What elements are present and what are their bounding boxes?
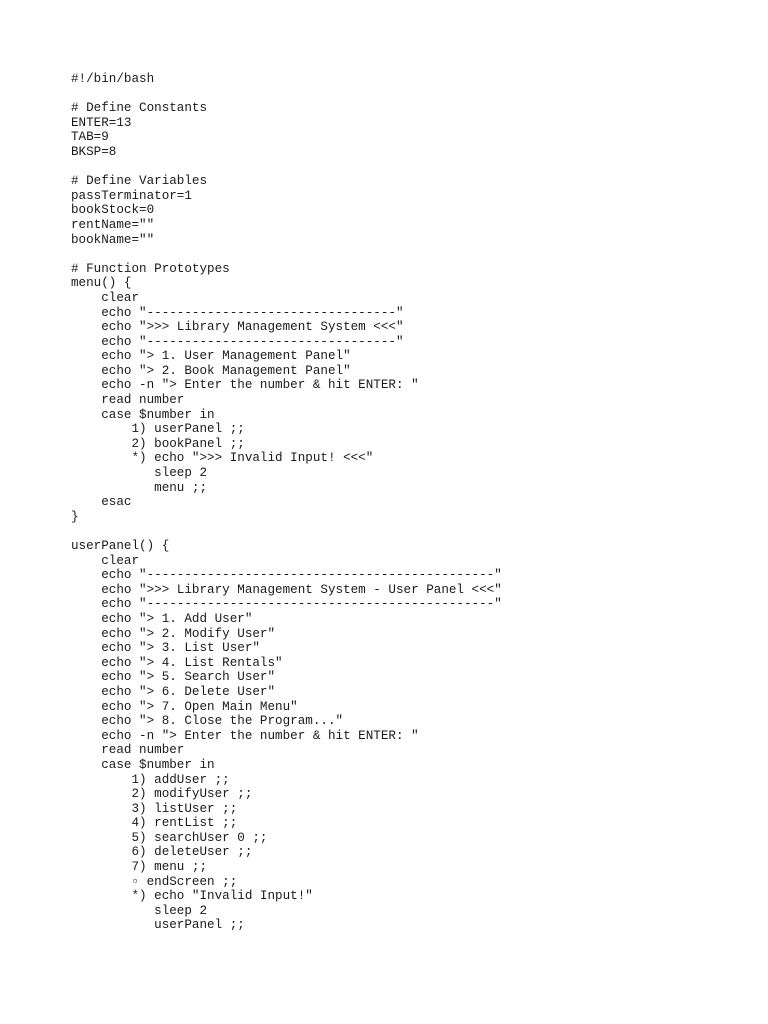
code-line: passTerminator=1 <box>71 188 192 203</box>
code-line: echo "> 3. List User" <box>71 641 260 656</box>
code-line: echo ">>> Library Management System - User Panel <<<" <box>71 582 502 597</box>
code-line: bookStock=0 <box>71 203 155 218</box>
code-line: BKSP=8 <box>71 144 117 159</box>
code-line: echo "> 2. Book Management Panel" <box>71 363 351 378</box>
code-line: 2) modifyUser ;; <box>71 787 253 802</box>
code-line: echo "> 4. List Rentals" <box>71 655 283 670</box>
code-line: echo -n "> Enter the number & hit ENTER: " <box>71 728 419 743</box>
code-line: case $number in <box>71 757 215 772</box>
code-line: echo "> 1. Add User" <box>71 611 253 626</box>
code-line: 2) bookPanel ;; <box>71 436 245 451</box>
code-line: #!/bin/bash <box>71 72 155 86</box>
code-line: menu() { <box>71 276 132 291</box>
code-line: rentName="" <box>71 217 155 232</box>
code-line <box>71 247 502 262</box>
code-line: esac <box>71 495 132 510</box>
code-line: clear <box>71 553 140 568</box>
code-line: *) echo ">>> Invalid Input! <<<" <box>71 451 374 466</box>
code-line: menu ;; <box>71 480 208 495</box>
code-line: userPanel() { <box>71 539 170 553</box>
code-line: sleep 2 <box>71 903 208 918</box>
code-line: 1) userPanel ;; <box>71 422 245 437</box>
code-line: case $number in <box>71 407 215 422</box>
code-line: bookName="" <box>71 232 155 247</box>
code-line: 7) menu ;; <box>71 860 208 875</box>
code-line: ▫ endScreen ;; <box>71 874 238 889</box>
code-line <box>71 87 502 102</box>
code-line: echo "> 1. User Management Panel" <box>71 349 351 364</box>
code-line: # Define Variables <box>71 174 208 189</box>
code-line: echo "---------------------------------" <box>71 305 404 320</box>
code-line: } <box>71 509 79 524</box>
code-line: clear <box>71 290 140 305</box>
code-line: echo ">>> Library Management System <<<" <box>71 320 404 335</box>
code-line: # Define Constants <box>71 101 208 116</box>
code-line: echo "----------------------------------------------" <box>71 597 502 612</box>
code-line: echo "----------------------------------------------" <box>71 568 502 583</box>
code-line: echo -n "> Enter the number & hit ENTER: " <box>71 378 419 393</box>
code-line: 3) listUser ;; <box>71 801 238 816</box>
code-line: TAB=9 <box>71 130 109 145</box>
code-line: sleep 2 <box>71 466 208 481</box>
code-line: 1) addUser ;; <box>71 772 230 787</box>
code-line: userPanel ;; <box>71 918 245 933</box>
code-line <box>71 160 502 175</box>
code-line: read number <box>71 393 185 408</box>
code-line: 6) deleteUser ;; <box>71 845 253 860</box>
code-line: echo "> 8. Close the Program..." <box>71 714 344 729</box>
code-line: 5) searchUser 0 ;; <box>71 830 268 845</box>
code-line: echo "> 5. Search User" <box>71 670 276 685</box>
code-line: *) echo "Invalid Input!" <box>71 889 313 904</box>
code-line: ENTER=13 <box>71 115 132 130</box>
code-line: 4) rentList ;; <box>71 816 238 831</box>
code-line: read number <box>71 743 185 758</box>
code-line: echo "> 2. Modify User" <box>71 626 276 641</box>
code-line: echo "---------------------------------" <box>71 334 404 349</box>
code-line: echo "> 7. Open Main Menu" <box>71 699 298 714</box>
code-line <box>71 524 502 539</box>
code-line: # Function Prototypes <box>71 261 230 276</box>
code-line: echo "> 6. Delete User" <box>71 684 276 699</box>
code-block <box>71 72 502 933</box>
